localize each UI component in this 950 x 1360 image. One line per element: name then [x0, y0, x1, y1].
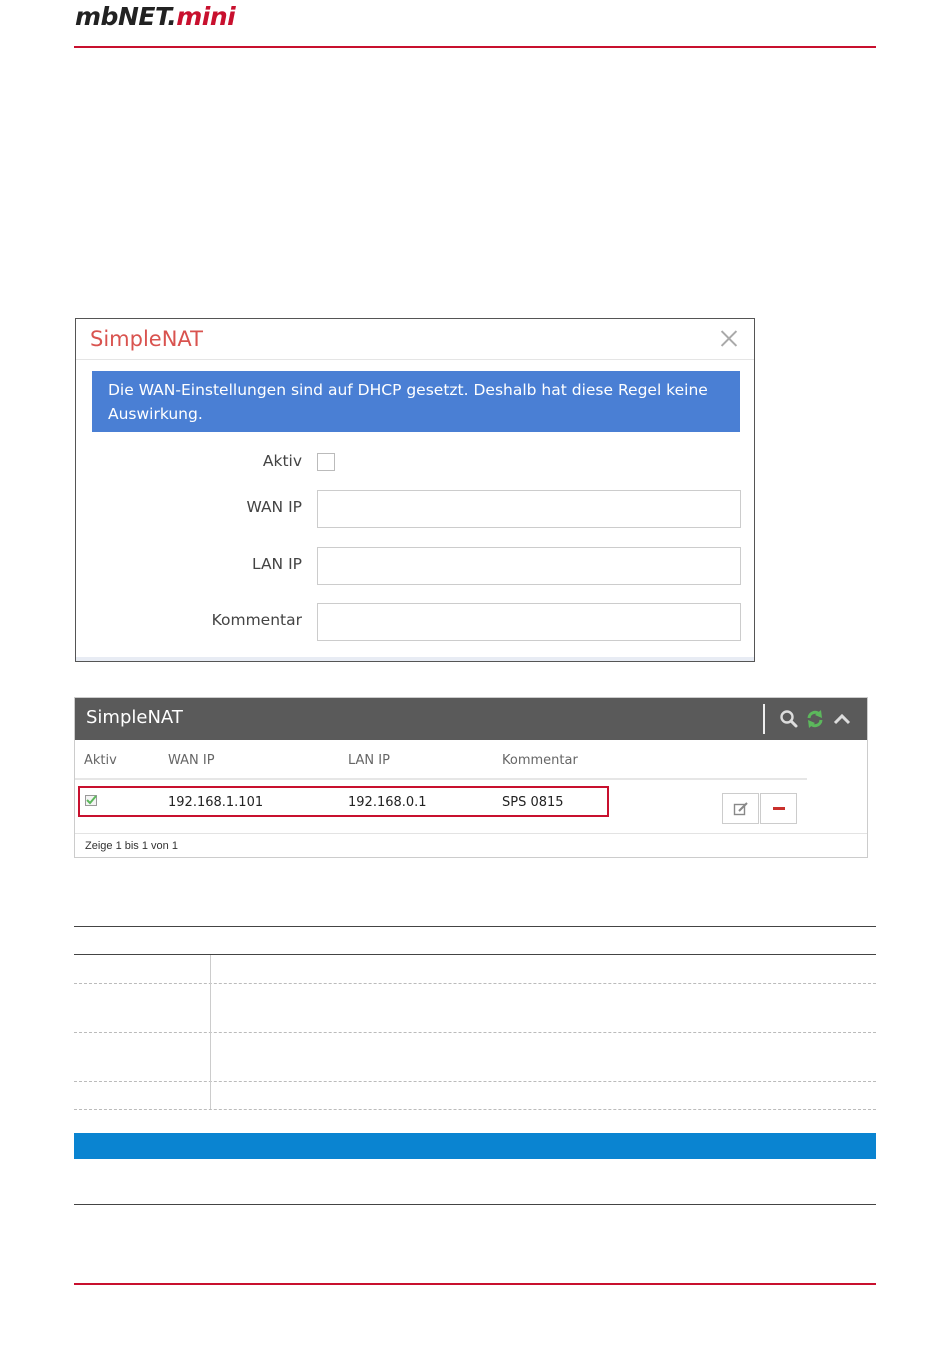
table-cell-wan-ip: 192.168.1.101 [168, 795, 264, 810]
column-header-aktiv[interactable]: Aktiv [84, 753, 117, 768]
column-header-kommentar[interactable]: Kommentar [502, 753, 578, 768]
table-top-rule [74, 926, 876, 927]
remove-icon [773, 807, 785, 810]
dialog-footer-strip [76, 657, 754, 661]
remove-button[interactable] [760, 793, 797, 824]
dhcp-alert: Die WAN-Einstellungen sind auf DHCP gesetzt. Deshalb hat diese Regel keine Auswirkung. [92, 371, 740, 432]
panel-title: SimpleNAT [86, 707, 183, 728]
simplenat-dialog [75, 318, 755, 662]
collapse-icon[interactable] [832, 709, 852, 729]
table-row-divider [74, 1081, 876, 1082]
logo-prefix: mbNET. [75, 2, 177, 31]
table-header-rule [75, 778, 807, 780]
aktiv-label: Aktiv [262, 452, 302, 470]
header-rule [74, 46, 876, 48]
lan-ip-input[interactable] [317, 547, 741, 585]
wan-ip-label: WAN IP [246, 498, 302, 516]
table-column-divider [210, 955, 211, 1109]
info-box-header [74, 1133, 876, 1159]
simplenat-panel [74, 697, 868, 858]
logo-suffix: mini [176, 2, 236, 31]
edit-icon [733, 801, 749, 817]
lan-ip-label: LAN IP [251, 555, 302, 573]
table-cell-lan-ip: 192.168.0.1 [348, 795, 427, 810]
column-header-wan-ip[interactable]: WAN IP [168, 753, 215, 768]
table-bottom-rule [74, 1109, 876, 1110]
logo [75, 2, 235, 31]
row-highlight [78, 786, 609, 817]
edit-button[interactable] [722, 793, 759, 824]
kommentar-input[interactable] [317, 603, 741, 641]
kommentar-label: Kommentar [211, 611, 302, 629]
close-icon[interactable] [718, 327, 740, 349]
search-icon[interactable] [779, 709, 799, 729]
table-header-rule-2 [74, 954, 876, 955]
wan-ip-input[interactable] [317, 490, 741, 528]
table-row-divider [74, 1032, 876, 1033]
table-footer-rule [75, 833, 867, 834]
info-box-bottom-rule [74, 1204, 876, 1205]
column-header-lan-ip[interactable]: LAN IP [348, 753, 390, 768]
footer-rule [74, 1283, 876, 1285]
dialog-header-divider [76, 359, 754, 360]
pagination-info: Zeige 1 bis 1 von 1 [85, 840, 178, 852]
table-cell-kommentar: SPS 0815 [502, 795, 564, 810]
header-separator [763, 704, 765, 734]
table-row-divider [74, 983, 876, 984]
aktiv-checkbox[interactable] [317, 453, 335, 471]
refresh-icon[interactable] [805, 709, 825, 729]
panel-header [75, 698, 867, 740]
dialog-title: SimpleNAT [90, 327, 203, 351]
